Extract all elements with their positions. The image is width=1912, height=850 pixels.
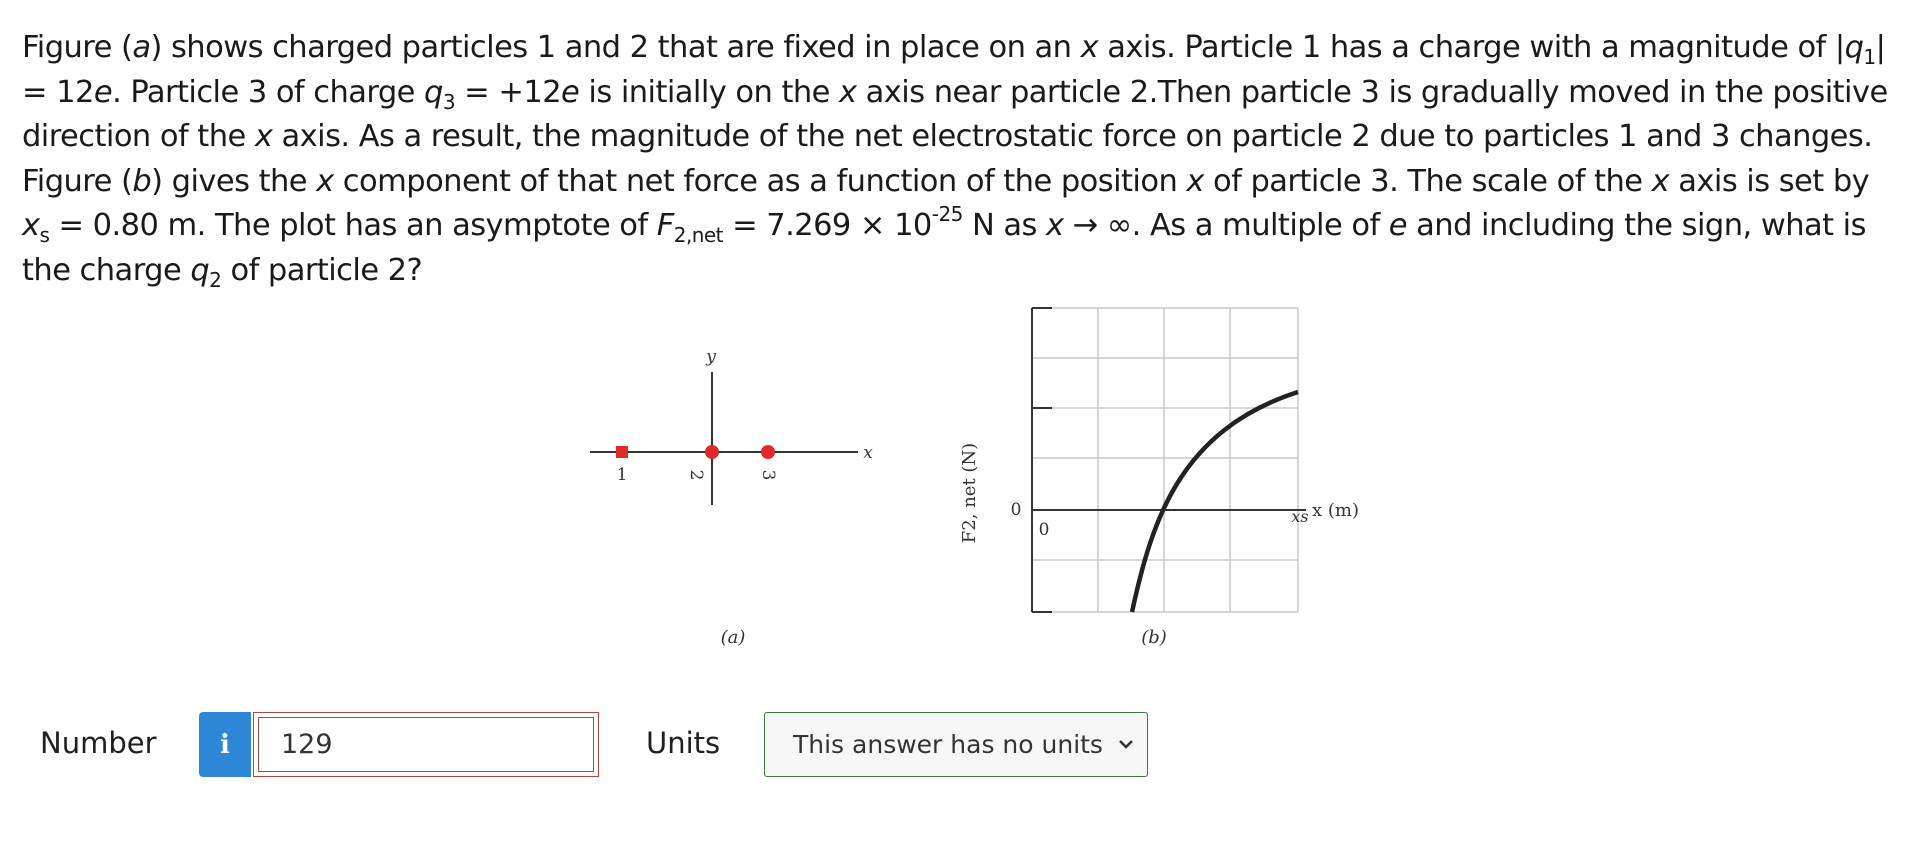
figure-a (590, 347, 873, 648)
units-select[interactable] (764, 712, 1148, 777)
units-label: Units (646, 726, 721, 760)
answer-number-value[interactable]: 129 (258, 717, 594, 772)
particle-1-label: 1 (616, 465, 628, 485)
answer-number-input[interactable] (253, 712, 599, 777)
number-label: Number (40, 726, 157, 760)
figure-b (959, 308, 1359, 648)
fig-b-grid (1032, 308, 1298, 612)
info-icon[interactable]: i (199, 712, 251, 777)
particle-2-label: 2 (686, 469, 706, 481)
fig-b-zero-y: 0 (1010, 500, 1022, 520)
answer-row (0, 712, 1912, 782)
figures-svg (0, 280, 1912, 680)
fig-b-curve (1132, 392, 1298, 612)
fig-a-y-label: y (706, 347, 716, 367)
particle-1-marker (616, 446, 628, 458)
problem-statement (22, 26, 1892, 293)
problem-paragraph: Figure (a) shows charged particles 1 and 2 that are fixed in place on an x axis. Particle 1 has a charge with a magnitude of $|q_1| = 12e$. Particle 3 of charge $q_3 = +12e$ is initially on the x axis near particle 2.Then particle 3 is gradually moved in the positive direction of the x axis. As a result, the magnitude of the net electrostatic force on particle 2 due to particles 1 and 3 changes. Figure (b) gives the x component of that net force as a function of the position x of particle 3. The scale of the x axis is set by $x_s = 0.80$ m. The plot has an asymptote of $F_{2,net} = 7.269 \times 10^{-25}$ N as x → ∞. As a multiple of e and including the sign, what is the charge $q_2$ of particle 2? (22, 30, 1888, 292)
fig-b-xs-label: xs (1291, 507, 1309, 526)
particle-3-label: 3 (758, 469, 778, 481)
fig-b-caption: (b) (1141, 627, 1167, 648)
fig-b-x-label: x (m) (1312, 500, 1359, 521)
fig-a-caption: (a) (720, 627, 746, 648)
fig-a-x-label: x (863, 443, 873, 463)
particle-3-marker (761, 445, 775, 459)
chevron-down-icon (1117, 735, 1135, 753)
fig-b-zero-x: 0 (1038, 520, 1050, 540)
units-selected-value: This answer has no units (793, 730, 1103, 759)
figures-area (0, 280, 1912, 680)
particle-2-marker (705, 445, 719, 459)
fig-b-y-label: F2, net (N) (959, 442, 980, 544)
